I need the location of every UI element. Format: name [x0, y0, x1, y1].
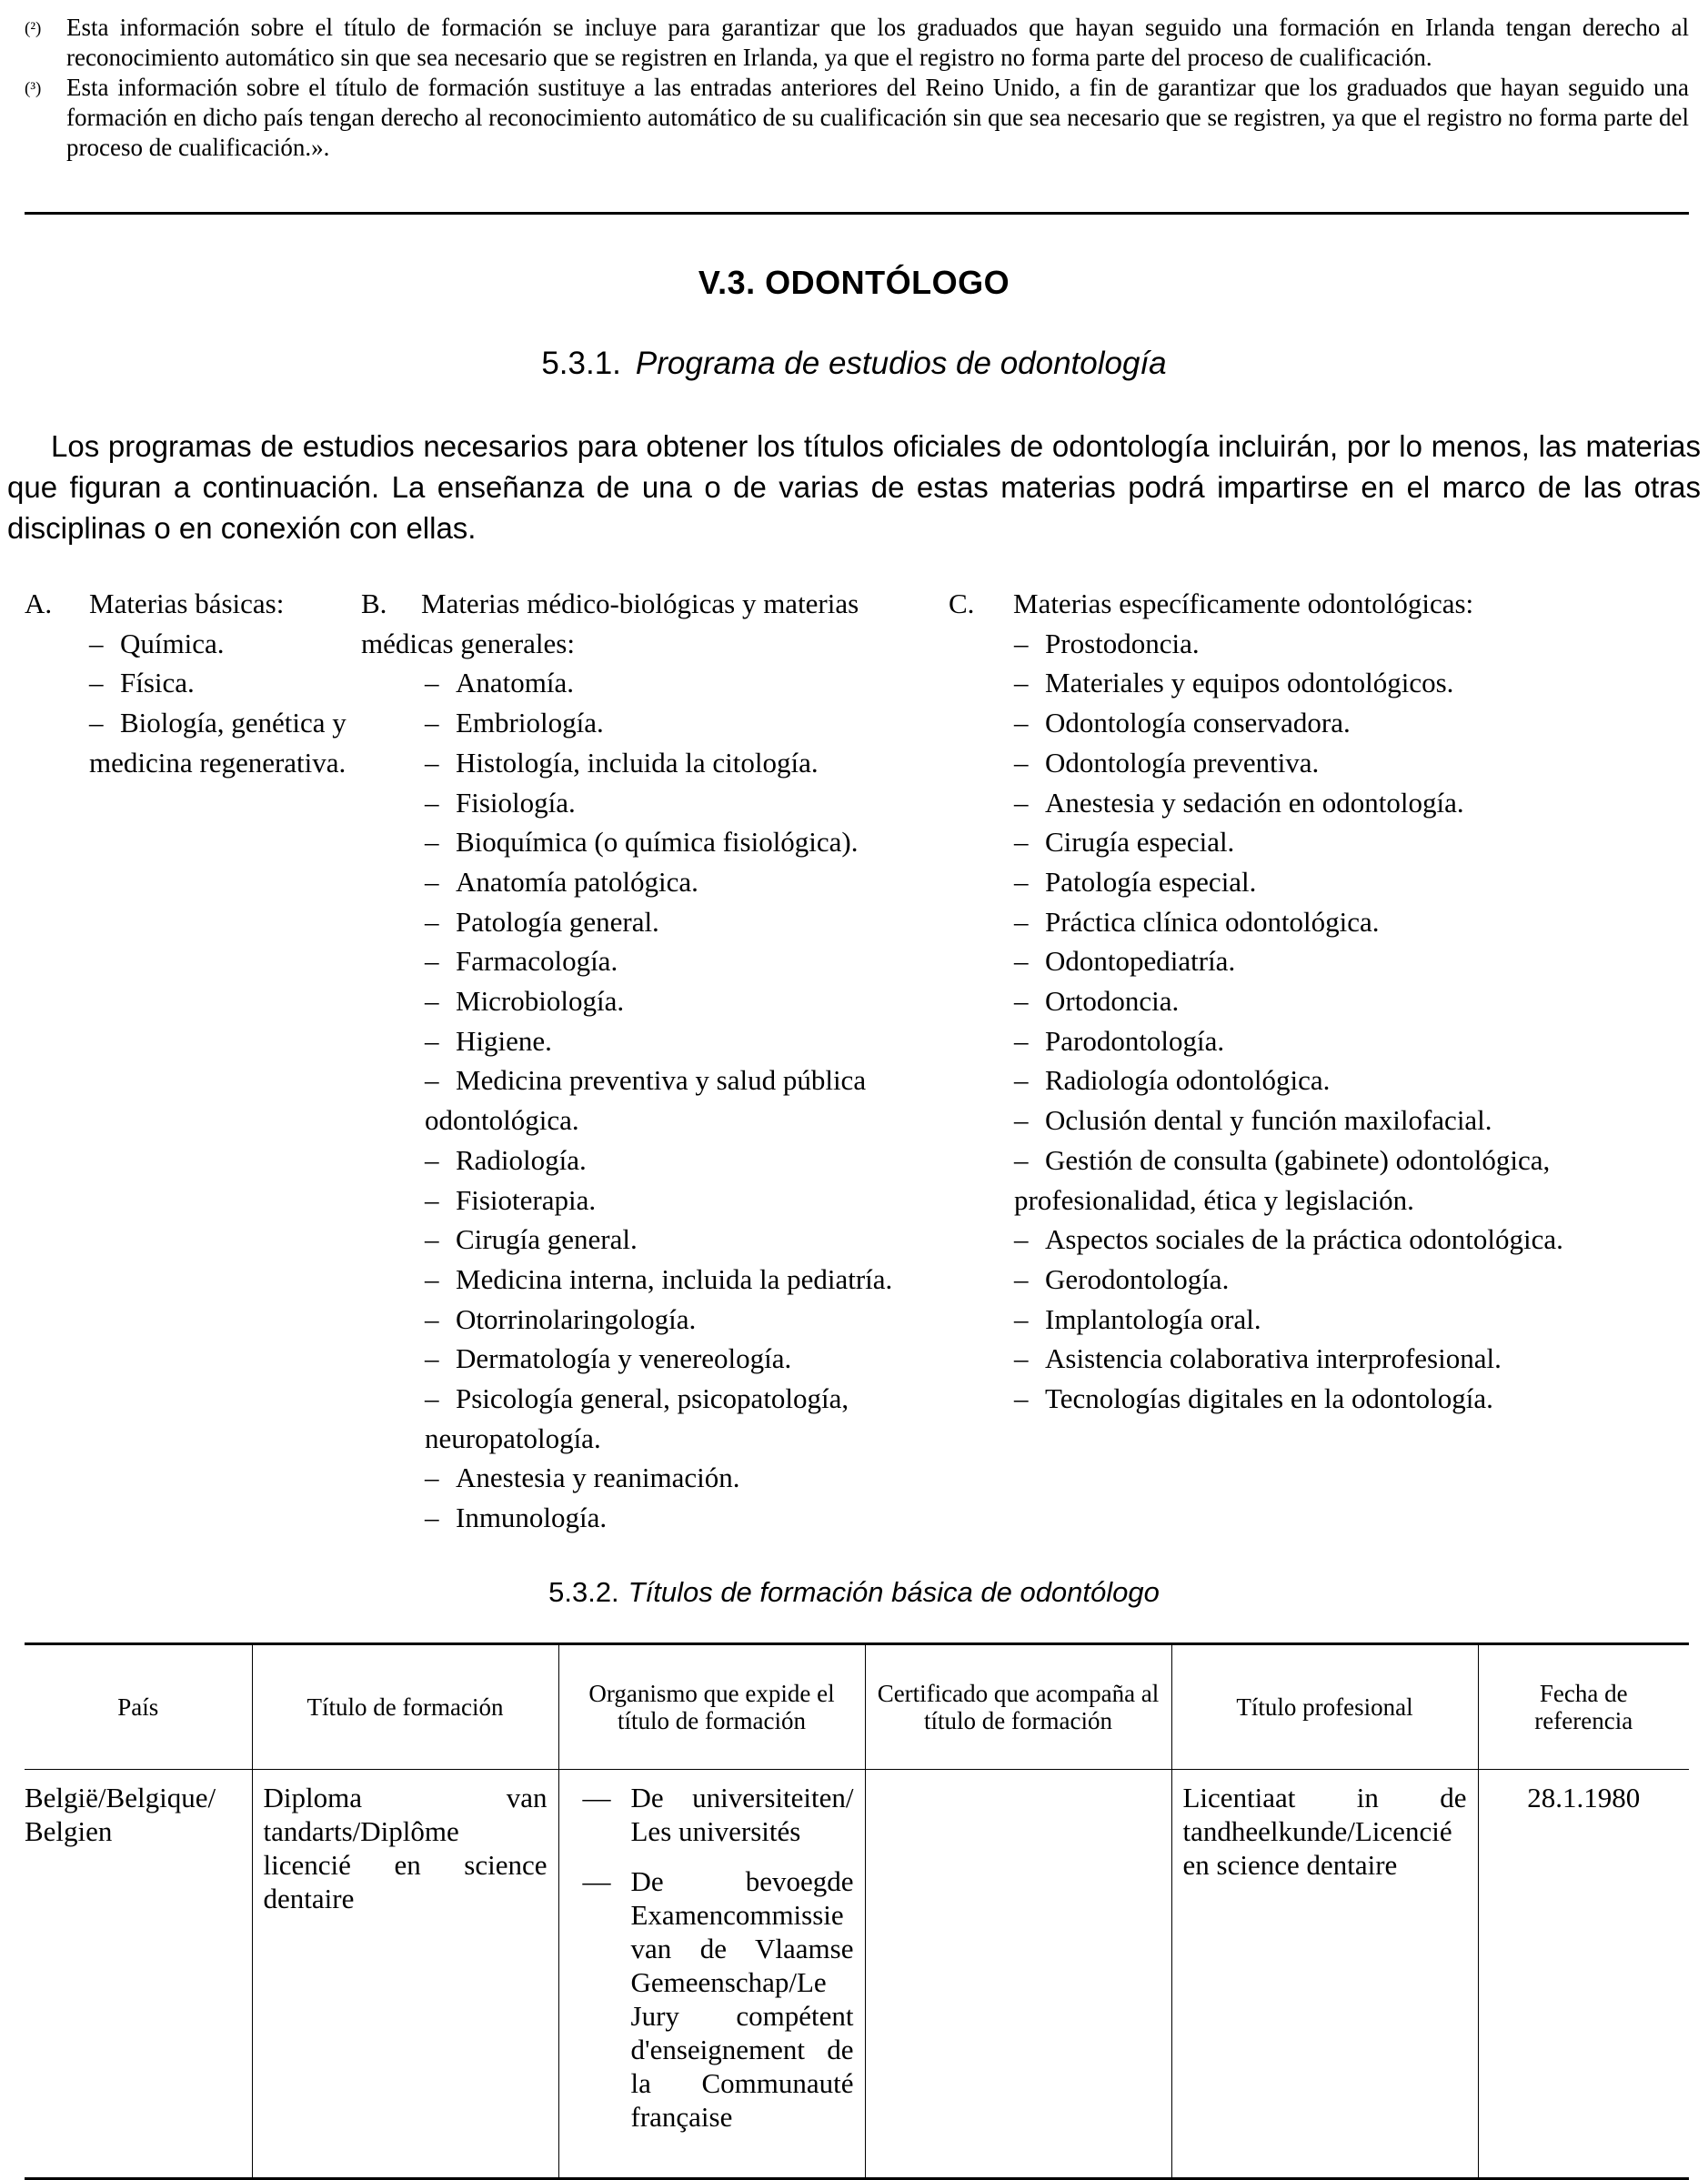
subject-item: – Anestesia y sedación en odontología.	[1014, 786, 1464, 819]
cell-professional-title: Licentiaat in de tandheelkunde/Licencié en science dentaire	[1171, 1770, 1478, 2179]
subject-item: – Fisioterapia.	[425, 1183, 597, 1216]
subject-item: – Anestesia y reanimación.	[425, 1462, 740, 1494]
header-diploma: Título de formación	[252, 1644, 558, 1770]
subject-item: – Tecnologías digitales en la odontología.	[1014, 1382, 1493, 1415]
subject-item: – Microbiología.	[425, 985, 625, 1018]
footnote-text: Esta información sobre el título de formación sustituye a las entradas anteriores del Reino Unido, a fin de garantizar que los graduados que hayan seguido una formación en dicho país tengan derecho al reconocimiento automático de su cualificación sin que sea necesario que se registren, ya que el registro no forma parte del proceso de cualificación.».	[66, 74, 1689, 161]
intro-paragraph: Los programas de estudios necesarios para obtener los títulos oficiales de odontología incluirán, por lo menos, las materias que figuran a continuación. La enseñanza de una o de varias de estas materias podrá impartirse en el marco de las otras disciplinas o en conexión con ellas.	[7, 429, 1701, 545]
subject-item: – Parodontología.	[1014, 1024, 1225, 1057]
subject-item: – Anatomía.	[425, 667, 574, 699]
cell-reference-date: 28.1.1980	[1478, 1770, 1689, 2179]
subject-list	[1014, 624, 1694, 1419]
subject-item: – Patología especial.	[1014, 865, 1257, 898]
subject-item: – Aspectos sociales de la práctica odontológica.	[1014, 1223, 1563, 1256]
subject-item: – Fisiología.	[425, 786, 576, 819]
subject-item: – Implantología oral.	[1014, 1302, 1261, 1335]
subsection-heading: Programa de estudios de odontología	[635, 346, 1167, 381]
cell-diploma: Diploma van tandarts/Diplôme licencié en science dentaire	[252, 1770, 558, 2179]
subjects-column-b	[361, 584, 925, 1538]
table-caption-number: 5.3.2.	[548, 1576, 619, 1608]
header-reference-date: Fecha de referencia	[1478, 1644, 1689, 1770]
column-heading-text: Materias básicas:	[89, 588, 285, 619]
table-row	[25, 1770, 1689, 2179]
footnote-divider	[25, 212, 1689, 215]
header-country: País	[25, 1644, 252, 1770]
subject-item: – Ortodoncia.	[1014, 985, 1180, 1018]
subject-item: – Asistencia colaborativa interprofesional.	[1014, 1342, 1502, 1375]
header-professional-title: Título profesional	[1171, 1644, 1478, 1770]
column-letter: C.	[949, 588, 975, 619]
column-heading	[949, 584, 1694, 624]
subject-item: – Radiología odontológica.	[1014, 1064, 1331, 1097]
subject-item: – Física.	[89, 667, 195, 699]
cell-certificate	[865, 1770, 1171, 2179]
footnote-text: Esta información sobre el título de formación se incluye para garantizar que los graduados que hayan seguido una formación en Irlanda tengan derecho al reconocimiento automático sin que sea necesario que se registren en Irlanda, ya que el registro no forma parte del proceso de cualificación.	[66, 14, 1689, 71]
subsection-number: 5.3.1.	[541, 346, 621, 381]
subjects-column-a	[25, 584, 388, 783]
table-caption-title: Títulos de formación básica de odontólogo	[628, 1576, 1160, 1608]
subject-item: – Química.	[89, 627, 225, 659]
column-letter: A.	[25, 588, 53, 619]
column-letter: B.	[361, 588, 387, 619]
footnote-mark: (³)	[25, 79, 42, 98]
subjects-column-c	[949, 584, 1694, 1419]
subject-item: – Anatomía patológica.	[425, 865, 698, 898]
subject-item: – Medicina preventiva y salud pública odontológica.	[425, 1064, 867, 1137]
footnote-2	[25, 13, 1689, 73]
footnote-mark: (²)	[25, 19, 42, 38]
awarding-body-item: — De universiteiten/ Les universités	[582, 1782, 854, 1847]
subject-item: – Prostodoncia.	[1014, 627, 1200, 659]
table-header-row	[25, 1644, 1689, 1770]
subject-item: – Odontología preventiva.	[1014, 746, 1320, 779]
column-heading-text: Materias específicamente odontológicas:	[1013, 588, 1474, 619]
subject-item: – Bioquímica (o química fisiológica).	[425, 826, 859, 859]
subject-item: – Materiales y equipos odontológicos.	[1014, 667, 1454, 699]
subject-item: – Otorrinolaringología.	[425, 1302, 697, 1335]
column-heading	[25, 584, 388, 624]
subject-item: – Cirugía especial.	[1014, 826, 1235, 859]
awarding-body-item: — De bevoegde Examencommissie van de Vlaamse Gemeenschap/Le Jury compétent d'enseignement de la Communauté française	[582, 1865, 854, 2133]
column-heading-text: Materias médico-biológicas y materias médicas generales:	[361, 588, 859, 659]
cell-awarding-body	[558, 1770, 865, 2179]
section-title: V.3. ODONTÓLOGO	[698, 264, 1010, 301]
subject-item: – Oclusión dental y función maxilofacial.	[1014, 1104, 1492, 1137]
table-caption	[0, 1576, 1708, 1609]
subject-item: – Cirugía general.	[425, 1223, 638, 1256]
subject-item: – Odontopediatría.	[1014, 945, 1236, 978]
awarding-body-list	[570, 1781, 854, 2134]
subject-item: – Medicina interna, incluida la pediatría.	[425, 1262, 893, 1295]
subject-item: – Patología general.	[425, 905, 659, 938]
cell-country: België/Belgique/ Belgien	[25, 1770, 252, 2179]
subject-item: – Biología, genética y medicina regenerativa.	[89, 707, 347, 779]
subject-item: – Radiología.	[425, 1143, 587, 1176]
diploma-table	[25, 1643, 1689, 2180]
subject-item: – Psicología general, psicopatología, neuropatología.	[425, 1382, 849, 1454]
subject-item: – Gestión de consulta (gabinete) odontológica, profesionalidad, ética y legislación.	[1014, 1143, 1551, 1216]
subject-item: – Inmunología.	[425, 1502, 608, 1534]
subject-item: – Odontología conservadora.	[1014, 707, 1351, 739]
subject-item: – Práctica clínica odontológica.	[1014, 905, 1380, 938]
subject-item: – Embriología.	[425, 707, 604, 739]
footnotes	[25, 13, 1689, 163]
subject-item: – Farmacología.	[425, 945, 618, 978]
footnote-3	[25, 73, 1689, 163]
column-heading	[361, 584, 925, 663]
subject-list	[425, 663, 925, 1537]
subject-item: – Histología, incluida la citología.	[425, 746, 819, 779]
subject-item: – Dermatología y venereología.	[425, 1342, 792, 1375]
subject-item: – Gerodontología.	[1014, 1262, 1230, 1295]
subject-list	[89, 624, 388, 783]
header-awarding-body: Organismo que expide el título de formación	[558, 1644, 865, 1770]
subject-item: – Higiene.	[425, 1024, 552, 1057]
subsection-title	[0, 346, 1708, 382]
header-certificate: Certificado que acompaña al título de formación	[865, 1644, 1171, 1770]
